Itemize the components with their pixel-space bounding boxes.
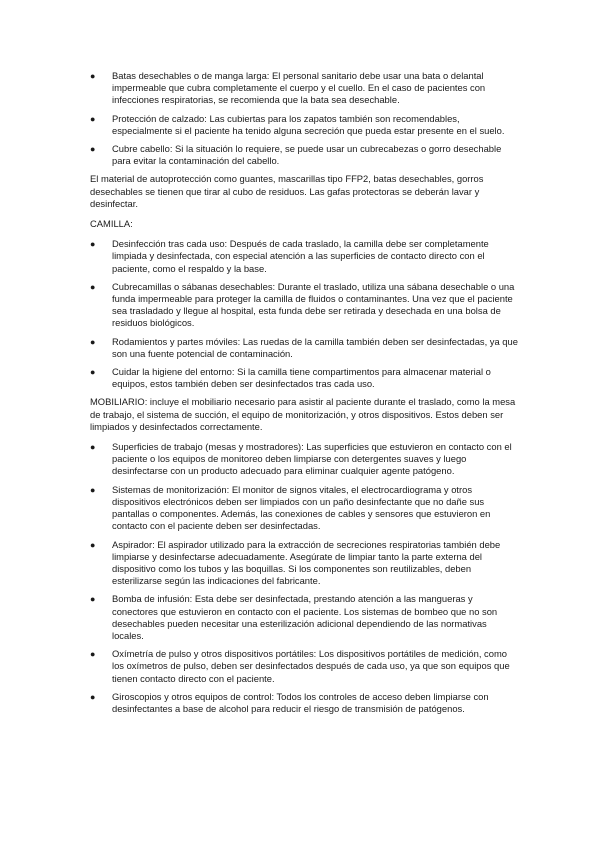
bullet-icon: ● (90, 281, 96, 292)
camilla-list (90, 238, 519, 390)
list-item (90, 70, 519, 107)
list-item-text: Rodamientos y partes móviles: Las ruedas de la camilla también deben ser desinfectadas, ya que son una fuente potencial de contaminación. (112, 335, 518, 359)
list-item-text: Giroscopios y otros equipos de control: Todos los controles de acceso deben limpiarse con desinfectantes a base de alcohol para reducir el riesgo de transmisión de patógenos. (112, 690, 489, 714)
list-item-text: Oxímetría de pulso y otros dispositivos portátiles: Los dispositivos portátiles de medición, como los oxímetros de pulso, deben ser desinfectados después de cada uso, ya que son equipos que tienen contacto directo con el paciente. (112, 648, 510, 684)
list-item (90, 539, 519, 588)
bullet-icon: ● (90, 691, 96, 702)
list-item-text: Cuidar la higiene del entorno: Si la camilla tiene compartimentos para almacenar material o equipos, estos también deben ser desinfectados tras cada uso. (112, 366, 491, 390)
protection-list (90, 70, 519, 167)
list-item-text: Batas desechables o de manga larga: El personal sanitario debe usar una bata o delantal impermeable que cubra completamente el cuerpo y el cuello. En el caso de pacientes con infecciones respiratorias, se recomienda que la bata sea desechable. (112, 70, 486, 106)
list-item-text: Bomba de infusión: Esta debe ser desinfectada, prestando atención a las mangueras y conectores que estuvieron en contacto con el paciente. Los sistemas de bombeo que no son desechables pueden necesitar una esterilización adicional dependiendo de las normativas locales. (112, 593, 498, 641)
bullet-icon: ● (90, 594, 96, 605)
autoprotection-paragraph: El material de autoprotección como guantes, mascarillas tipo FFP2, batas desechables, gorros desechables se tienen que tirar al cubo de residuos. Las gafas protectoras se deberán lavar y desinfectar. (90, 173, 484, 209)
list-item (90, 336, 519, 360)
bullet-icon: ● (90, 367, 96, 378)
list-item (90, 441, 519, 478)
list-item-text: Cubrecamillas o sábanas desechables: Durante el traslado, utiliza una sábana desechable o una funda impermeable para proteger la camilla de fluidos o contaminantes. Una vez que el paciente sea trasladado y llegue al hospital, esta funda debe ser retirada y desechada en una bolsa de residuos biológicos. (112, 280, 515, 329)
list-item (90, 366, 519, 390)
mobiliario-list (90, 441, 519, 715)
list-item (90, 691, 519, 715)
list-item-text: Superficies de trabajo (mesas y mostradores): Las superficies que estuvieron en contacto con el paciente o los equipos de monitoreo deben limpiarse con detergentes suaves y luego desinfectarse con un producto adecuado para eliminar cualquier agente patógeno. (112, 441, 512, 477)
list-item (90, 484, 519, 533)
list-item (90, 281, 519, 330)
list-item-text: Cubre cabello: Si la situación lo requiere, se puede usar un cubrecabezas o gorro desechable para evitar la contaminación del cabello. (112, 143, 502, 167)
bullet-icon: ● (90, 484, 96, 495)
list-item-text: Protección de calzado: Las cubiertas para los zapatos también son recomendables, especialmente si el paciente ha tenido alguna secreción que pueda estar presente en el suelo. (112, 112, 505, 136)
list-item (90, 593, 519, 642)
list-item-text: Desinfección tras cada uso: Después de cada traslado, la camilla debe ser completamente limpiada y desinfectada, con especial atención a las superficies de contacto directo con el paciente, como el respaldo y la base. (112, 238, 489, 274)
bullet-icon: ● (90, 649, 96, 660)
bullet-icon: ● (90, 144, 96, 155)
bullet-icon: ● (90, 113, 96, 124)
list-item-text: Aspirador: El aspirador utilizado para la extracción de secreciones respiratorias también debe limpiarse y desinfectarse adecuadamente. Asegúrate de limpiar tanto la parte externa del dispositivo como los tubos y las boquillas. Si los componentes son reutilizables, deben esterilizarse según las indicaciones del fabricante. (112, 538, 501, 587)
bullet-icon: ● (90, 336, 96, 347)
bullet-icon: ● (90, 239, 96, 250)
list-item (90, 648, 519, 685)
bullet-icon: ● (90, 442, 96, 453)
list-item (90, 113, 519, 137)
mobiliario-paragraph: MOBILIARIO: incluye el mobiliario necesario para asistir al paciente durante el traslado, como la mesa de trabajo, el sistema de succión, el equipo de monitorización, y otros dispositivos. Estos deben ser limpiados y desinfectados correctamente. (90, 396, 516, 432)
list-item (90, 143, 519, 167)
camilla-heading: CAMILLA: (90, 218, 133, 230)
bullet-icon: ● (90, 71, 96, 81)
list-item-text: Sistemas de monitorización: El monitor de signos vitales, el electrocardiograma y otros dispositivos electrónicos deben ser limpiados con un paño desinfectante que no dañe sus pantallas o componentes. Además, las conexiones de cables y sensores que estuvieron en contacto con el paciente deben ser desinfectadas. (112, 483, 491, 532)
list-item (90, 238, 519, 275)
bullet-icon: ● (90, 539, 96, 550)
